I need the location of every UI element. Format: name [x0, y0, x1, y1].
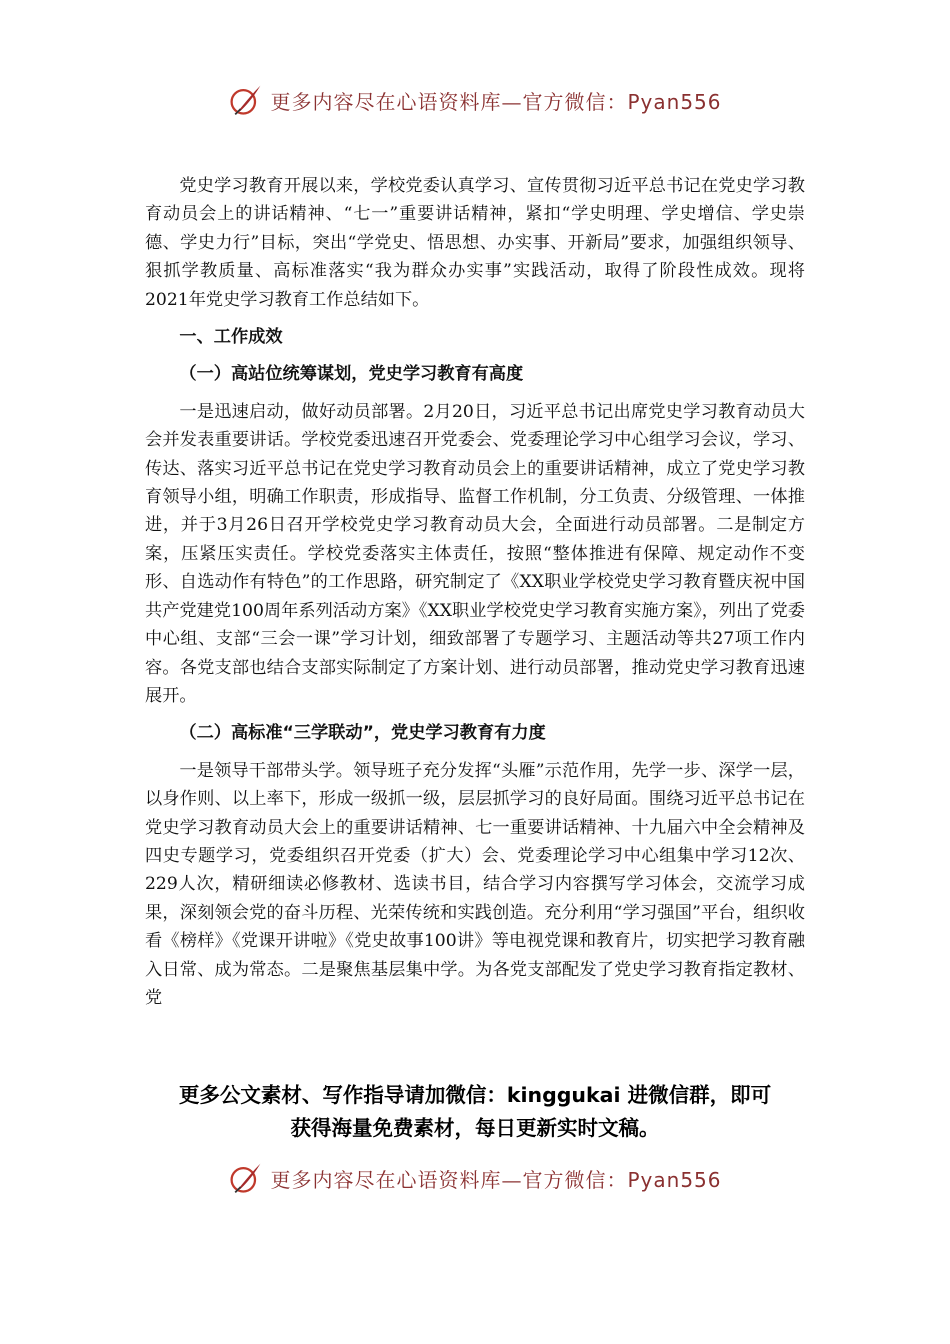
footer-banner-text: 更多内容尽在心语资料库—官方微信：Pyan556	[270, 1167, 722, 1192]
promo-line-2: 获得海量免费素材，每日更新实时文稿。	[290, 1116, 660, 1140]
header-banner-id: Pyan556	[627, 89, 722, 114]
header-banner	[0, 80, 950, 120]
footer-banner-id: Pyan556	[627, 1167, 722, 1192]
document-body	[145, 172, 805, 1012]
subsection-2-paragraph: 一是领导干部带头学。领导班子充分发挥“头雁”示范作用，先学一步、深学一层，以身作则、以上率下，形成一级抓一级，层层抓学习的良好局面。围绕习近平总书记在党史学习教育动员大会上的重要讲话精神、七一重要讲话精神、十九届六中全会精神及四史专题学习，党委组织召开党委（扩大）会、党委理论学习中心组集中学习12次、229人次，精研细读必修教材、选读书目，结合学习内容撰写学习体会，交流学习成果，深刻领会党的奋斗历程、光荣传统和实践创造。充分利用“学习强国”平台，组织收看《榜样》《党课开讲啦》《党史故事100讲》等电视党课和教育片，切实把学习教育融入日常、成为常态。二是聚焦基层集中学。为各党支部配发了党史学习教育指定教材、党	[145, 760, 805, 1008]
subsection-heading-1: （一）高站位统筹谋划，党史学习教育有高度	[179, 364, 524, 385]
promo-notice	[100, 1079, 850, 1145]
quill-logo-icon	[228, 1160, 264, 1196]
subsection-1-paragraph: 一是迅速启动，做好动员部署。2月20日，习近平总书记出席党史学习教育动员大会并发表重要讲话。学校党委迅速召开党委会、党委理论学习中心组学习会议，学习、传达、落实习近平总书记在党史学习教育动员会上的重要讲话精神，成立了党史学习教育领导小组，明确工作职责，形成指导、监督工作机制，分工负责、分级管理、一体推进，并于3月26日召开学校党史学习教育动员大会，全面进行动员部署。二是制定方案，压紧压实责任。学校党委落实主体责任，按照“整体推进有保障、规定动作不变形、自选动作有特色”的工作思路，研究制定了《XX职业学校党史学习教育暨庆祝中国共产党建党100周年系列活动方案》《XX职业学校党史学习教育实施方案》，列出了党委中心组、支部“三会一课”学习计划，细致部署了专题学习、主题活动等共27项工作内容。各党支部也结合支部实际制定了方案计划、进行动员部署，推动党史学习教育迅速展开。	[145, 401, 805, 706]
intro-paragraph: 党史学习教育开展以来，学校党委认真学习、宣传贯彻习近平总书记在党史学习教育动员会上的讲话精神、“七一”重要讲话精神，紧扣“学史明理、学史增信、学史崇德、学史力行”目标，突出“学党史、悟思想、办实事、开新局”要求，加强组织领导、狠抓学教质量、高标准落实“我为群众办实事”实践活动，取得了阶段性成效。现将2021年党史学习教育工作总结如下。	[145, 176, 805, 310]
quill-logo-icon	[228, 82, 264, 118]
section-heading-1: 一、工作成效	[179, 327, 283, 348]
footer-banner	[0, 1158, 950, 1198]
promo-line-1: 更多公文素材、写作指导请加微信：kinggukai 进微信群，即可	[178, 1083, 772, 1107]
header-banner-text: 更多内容尽在心语资料库—官方微信：Pyan556	[270, 89, 722, 114]
subsection-heading-2: （二）高标准“三学联动”，党史学习教育有力度	[179, 723, 546, 744]
